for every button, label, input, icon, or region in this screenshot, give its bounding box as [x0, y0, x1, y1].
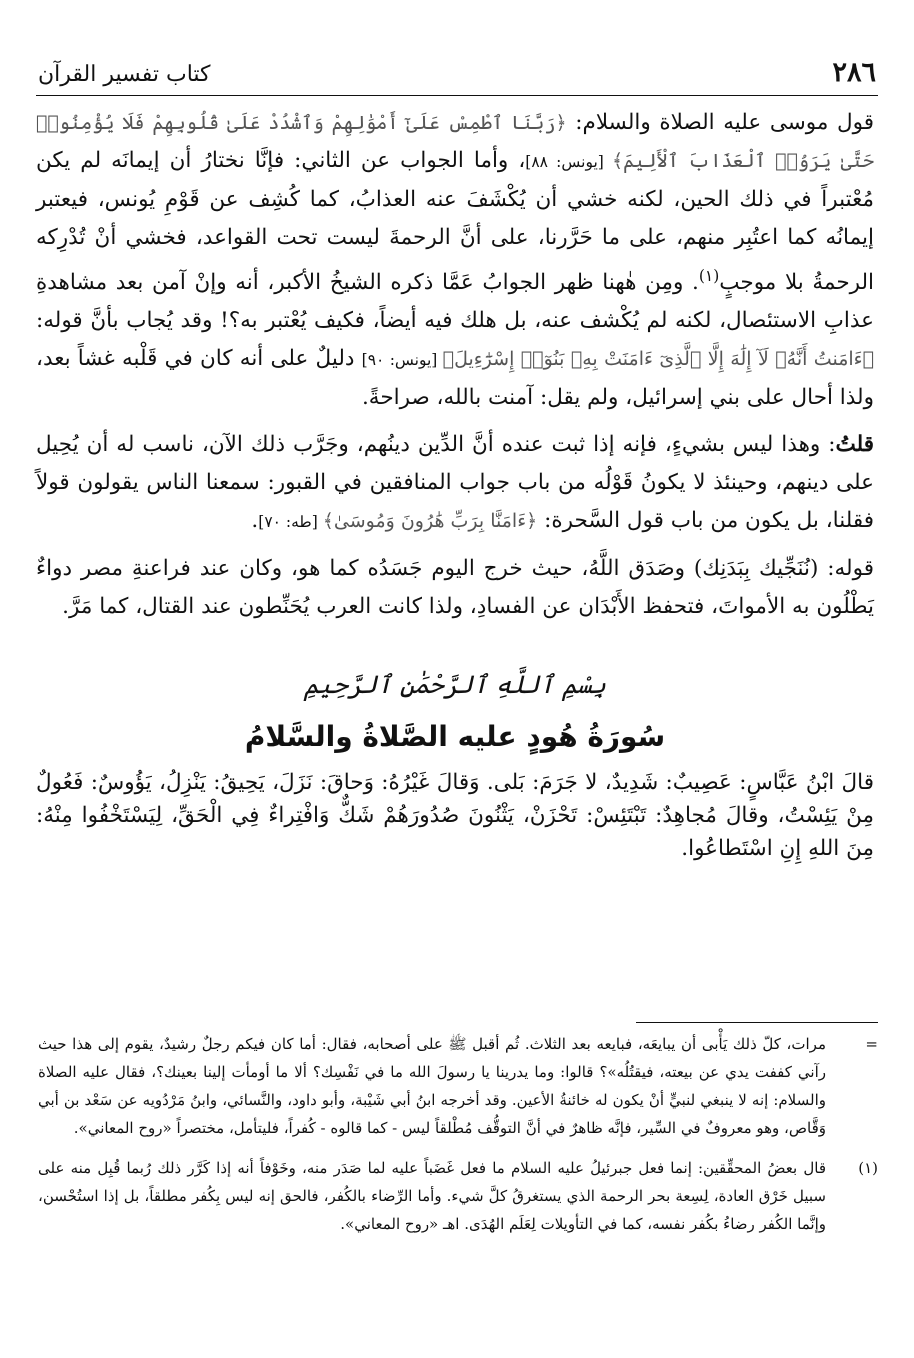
footnote-mark: (١) — [858, 1159, 878, 1177]
paragraph-text: ، وأما الجواب عن الثاني: فإنَّا نختارُ أن إيمانَه لم يكن مُعْتبراً في ذلك الحين، لكنه خشي أن يُكْشَفَ عنه العذابُ، كما كُشِف عن قَوْمِ يُونس، فيعتبر إيمانُه كما اعتُبِر منهم، على ما حَرَّرنا، على أنَّ الرحمةَ ليست تحت القواعد، فخشي أنْ تُدْرِكه الرحمةُ بلا موجبٍ — [36, 148, 874, 296]
paragraph-lead: قول موسى عليه الصلاة والسلام: — [566, 110, 874, 135]
page-header — [38, 48, 876, 86]
footnotes — [38, 1030, 878, 1250]
paragraph-lead: قلتُ — [835, 432, 874, 458]
paragraph-qultu — [36, 426, 874, 541]
paragraph-text: قوله: (نُنَجِّيك بِبَدَنِك) وصَدَق اللَّهُ، حيث خرج اليوم جَسَدُه كما هو، وكان عند فراعنةِ مصر دواءٌ يَطْلُون به الأمواتَ، فتحفظ الأَبْدَان عن الفسادِ، ولذا كانت العرب يُحَنِّطون عند القتال، كما مَرَّ. — [36, 556, 874, 620]
surah-title: سُورَةُ هُودٍ عليه الصَّلاةُ والسَّلامُ — [244, 720, 666, 754]
footnote — [38, 1154, 878, 1238]
quran-verse: ﴿رَبَّنَا ٱطْمِسْ عَلَىٰٓ أَمْوَٰلِهِمْ وَٱشْدُدْ عَلَىٰ قُلُوبِهِمْ فَلَا يُؤْمِنُوا۟ حَتَّىٰ يَرَوُا۟ ٱلْعَذَابَ ٱلْأَلِيمَ﴾ — [36, 112, 874, 172]
paragraph-text: . ومِن هٰهنا ظهر الجوابُ عَمَّا ذكره الشيخُ الأكبر، أنه وإنْ آمن بعد مشاهدةِ عذابِ الاستئصال، لكنه لم يُكْشف عنه، بل هلك فيه أيضاً، فكيف يُعْتبر به؟! وقد يُجاب بأنَّ قوله: — [36, 270, 874, 334]
footnote — [38, 1030, 878, 1142]
quran-verse: ﴿ءَامَنَّا بِرَبِّ هَٰرُونَ وَمُوسَىٰ﴾ — [322, 510, 538, 533]
paragraph-text: . — [251, 508, 259, 534]
book-title: كتاب تفسير القرآن — [38, 62, 211, 87]
paragraph-text: دليلٌ على أنه كان في قَلْبه غشاً بعد، ولذا أحال على بني إسرائيل، ولم يقل: آمنت بالله، صراحةً. — [36, 346, 874, 411]
paragraph-moses-answer — [36, 104, 874, 417]
verse-reference: [يونس: ٨٨] — [525, 153, 612, 171]
footnote-text: مرات، كلّ ذلك يَأْبى أن يبايعَه، فبايعه بعد الثلاث. ثُم أقبل ﷺ على أصحابه، فقال: أما كان فيكم رجلٌ رشيدٌ، يقوم إلى هذا حيث رآني كففت يدي عن بيعته، فيقتُلُه»؟ قالوا: وما يدرينا يا رسولَ الله ما في نَفْسِك؟ ألا ما أومأت إلينا بعينك؟، فقال عليه الصلاة والسلام: إنه لا ينبغي لنبيٍّ أنْ يكون له خائنةُ الأعين. وقد أخرجه ابنُ أبي شَيْبة، وأبو داود، والنَّسائي، وابنُ مَرْدُويه عن سَعْد بن أبي وَقَّاص، وهو معروفٌ في السِّير، فإنَّه ظاهرٌ في أنَّ التوقُّف مُطْلقاً ليس - كما قالوه - كُفراً، فليتأمل، مختصراً «روح المعاني». — [38, 1035, 826, 1137]
main-text — [36, 104, 874, 874]
footnote-divider — [636, 1022, 878, 1023]
footnote-reference[interactable]: (١) — [698, 267, 720, 285]
basmala: بِسْمِ ٱللَّهِ ٱلرَّحْمَٰنِ ٱلرَّحِيمِ — [303, 670, 607, 700]
footnote-mark: = — [865, 1035, 878, 1053]
verse-reference: [يونس: ٩٠] — [361, 351, 443, 370]
footnote-text: قال بعضُ المحقِّقين: إنما فعل جبرئيلُ عليه السلام ما فعل غَضَباً عليه لما صَدَر منه، وخَوْفاً أنه إذا كَرَّر ذلك رُبما قُبِل منه على سبيل خَرْق العادة، لِسِعة بحر الرحمة الذي يستغرقُ كلَّ شيء. وأما الرِّضاء بالكُفر، فالحق إنه ليس بِكُفر مطلقاً، بل إذا استُحْسن، وإنَّما الكُفر رضاءُ بكُفر نفسه، كما في التأويلات لِعَلَم الهُدَى. اهـ «روح المعاني». — [38, 1159, 826, 1233]
quran-verse: ﴿ءَامَنتُ أَنَّهُۥ لَآ إِلَٰهَ إِلَّا ٱلَّذِىٓ ءَامَنَتْ بِهِۦ بَنُوٓا۟ إِسْرَٰٓءِيلَ﴾ — [442, 348, 874, 371]
page-number: ٢٨٦ — [832, 57, 876, 88]
paragraph-ibn-abbas: قالَ ابْنُ عَبَّاسٍ: عَصِيبٌ: شَدِيدٌ، لا جَرَمَ: بَلى. وَقالَ غَيْرُهُ: وَحاقَ: نَزَلَ، يَحِيقُ: يَنْزِلُ، يَؤُوسٌ: فَعُولٌ مِنْ يَئِسْتُ، وقالَ مُجاهِدٌ: تَبْتَئِسْ: تَحْزَنْ، يَثْنُونَ صُدُورَهُمْ شَكٌّ وَافْتِراءٌ فِي الْحَقِّ، لِيَسْتَخْفُوا مِنْهُ: مِنَ اللهِ إِنِ اسْتَطاعُوا. — [36, 770, 874, 862]
verse-reference: [طه: ٧٠] — [258, 513, 323, 532]
paragraph-body-saved — [36, 550, 874, 626]
paragraph-text: : وهذا ليس بشيءٍ، فإنه إذا ثبت عنده أنَّ الدِّين دينُهم، وجَرَّب ذلك الآن، ناسب له أن يُحِيل على دينهم، وحينئذ لا يكونُ قَوْلُه من باب جواب المنافقين في القبور: سمعنا الناس يقولون قولاً فقلنا، بل يكون من باب قول السَّحرة: — [36, 432, 874, 534]
header-divider — [36, 95, 878, 96]
